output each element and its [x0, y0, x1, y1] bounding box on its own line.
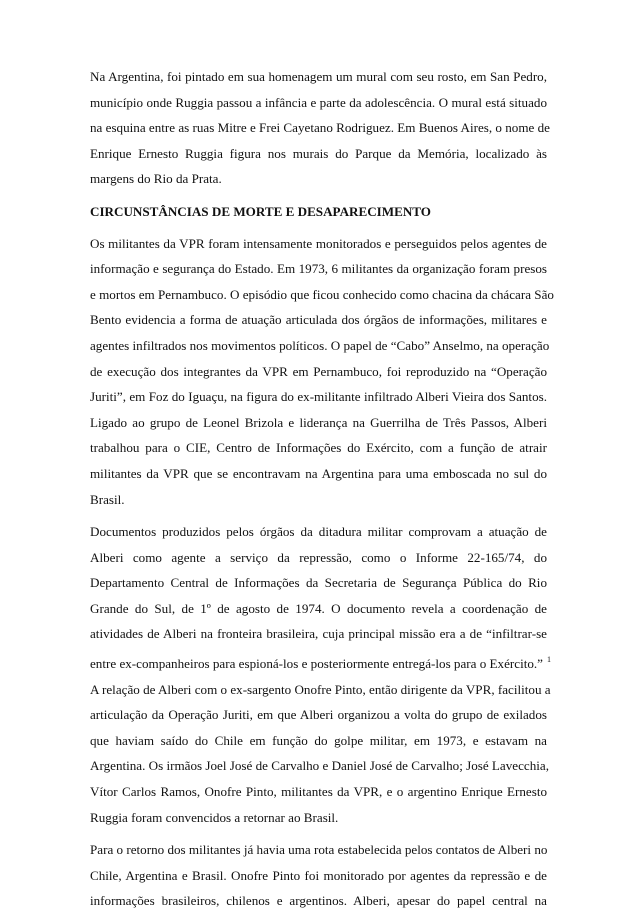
- paragraph-mural: [90, 64, 550, 192]
- text-line: atividades de Alberi na fronteira brasileira, cuja principal missão era a de “infiltrar-se: [90, 626, 547, 642]
- text-line: Os militantes da VPR foram intensamente monitorados e perseguidos pelos agentes de: [90, 235, 547, 251]
- text-line: Juriti”, em Foz do Iguaçu, na figura do ex-militante infiltrado Alberi Vieira dos Santos.: [90, 389, 547, 405]
- text-line: Para o retorno dos militantes já havia uma rota estabelecida pelos contatos de Alberi no: [90, 842, 548, 858]
- text-line: Ruggia foram convencidos a retornar ao Brasil.: [90, 809, 339, 825]
- text-line: Na Argentina, foi pintado em sua homenagem um mural com seu rosto, em San Pedro,: [90, 69, 547, 84]
- text-line: margens do Rio da Prata.: [90, 171, 222, 187]
- text-line: município onde Ruggia passou a infância e parte da adolescência. O mural está situado: [90, 94, 547, 110]
- paragraph-monitoring: [90, 231, 554, 513]
- text-line: informações brasileiros, chilenos e argentinos. Alberi, apesar do papel central na: [90, 893, 547, 909]
- text-line: trabalhou para o CIE, Centro de Informações do Exército, com a função de atrair: [90, 440, 547, 456]
- text-line: Documentos produzidos pelos órgãos da ditadura militar comprovam a atuação de: [90, 524, 547, 540]
- section-heading: CIRCUNSTÂNCIAS DE MORTE E DESAPARECIMENTO: [90, 203, 431, 219]
- text-line: Departamento Central de Informações da Secretaria de Segurança Pública do Rio: [90, 575, 547, 591]
- text-line: Argentina. Os irmãos Joel José de Carvalho e Daniel José de Carvalho; José Lavecchia,: [90, 758, 549, 774]
- text-line: A relação de Alberi com o ex-sargento Onofre Pinto, então dirigente da VPR, facilitou a: [90, 681, 551, 697]
- text-line: informação e segurança do Estado. Em 1973, 6 militantes da organização foram presos: [90, 261, 547, 277]
- text-line: Alberi como agente a serviço da repressão, como o Informe 22-165/74, do: [90, 549, 547, 565]
- text-line: Grande do Sul, de 1º de agosto de 1974. O documento revela a coordenação de: [90, 600, 547, 616]
- text-line: que haviam saído do Chile em função do golpe militar, em 1973, e estavam na: [90, 732, 547, 748]
- text-line: Ligado ao grupo de Leonel Brizola e liderança na Guerrilha de Três Passos, Alberi: [90, 414, 547, 430]
- text-line: Bento evidencia a forma de atuação articulada dos órgãos de informações, militares e: [90, 312, 547, 328]
- text-line: e mortos em Pernambuco. O episódio que ficou conhecido como chacina da chácara São: [90, 286, 554, 302]
- text-line: articulação da Operação Juriti, em que Alberi organizou a volta do grupo de exilados: [90, 707, 547, 723]
- paragraph-return-route: [90, 837, 547, 914]
- document-page: [90, 64, 554, 914]
- text-line: militantes da VPR que se encontravam na Argentina para uma emboscada no sul do: [90, 465, 547, 481]
- text-line-content: entre ex-companheiros para espioná-los e posteriormente entregá-los para o Exército.”: [90, 656, 543, 672]
- text-line: [90, 647, 551, 677]
- text-line: Brasil.: [90, 491, 125, 507]
- text-line: Vítor Carlos Ramos, Onofre Pinto, militantes da VPR, e o argentino Enrique Ernesto: [90, 784, 547, 800]
- text-line: na esquina entre as ruas Mitre e Frei Cayetano Rodriguez. Em Buenos Aires, o nome de: [90, 120, 550, 136]
- footnote-marker[interactable]: 1: [547, 655, 551, 665]
- paragraph-operation-juriti: [90, 677, 551, 831]
- paragraph-documents: [90, 519, 551, 677]
- text-line: Enrique Ernesto Ruggia figura nos murais do Parque da Memória, localizado às: [90, 145, 547, 161]
- text-line: agentes infiltrados nos movimentos políticos. O papel de “Cabo” Anselmo, na operação: [90, 337, 550, 353]
- text-line: Chile, Argentina e Brasil. Onofre Pinto foi monitorado por agentes da repressão e de: [90, 867, 547, 883]
- text-line: de execução dos integrantes da VPR em Pernambuco, foi reproduzido na “Operação: [90, 363, 547, 379]
